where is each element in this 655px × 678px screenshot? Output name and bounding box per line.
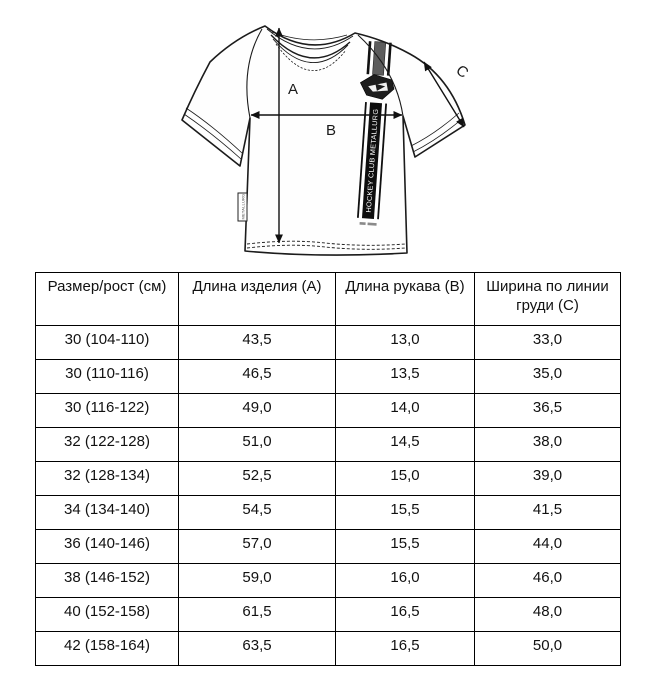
cell-size: 30 (110-116): [36, 360, 179, 394]
table-row: [36, 496, 621, 530]
table-row: [36, 462, 621, 496]
side-tag: [238, 193, 247, 221]
header-sleeve-length: Длина рукава (В): [336, 273, 475, 326]
cell-chest: 41,5: [475, 496, 621, 530]
measure-label-b: B: [326, 122, 337, 139]
stripe-text: HOCKEY CLUB METALLURG: [365, 114, 380, 213]
measure-label-a: A: [288, 81, 299, 98]
cell-length: 59,0: [179, 564, 336, 598]
cell-chest: 36,5: [475, 394, 621, 428]
tshirt-body: [182, 26, 465, 255]
cell-sleeve: 16,0: [336, 564, 475, 598]
cell-sleeve: 13,5: [336, 360, 475, 394]
cell-length: 57,0: [179, 530, 336, 564]
cell-length: 43,5: [179, 326, 336, 360]
side-tag-text: METALLURG: [240, 193, 246, 220]
cell-length: 51,0: [179, 428, 336, 462]
table-row: [36, 632, 621, 666]
cell-size: 40 (152-158): [36, 598, 179, 632]
tshirt-drawing: [150, 2, 502, 266]
cell-sleeve: 15,5: [336, 530, 475, 564]
cell-size: 34 (134-140): [36, 496, 179, 530]
cell-length: 61,5: [179, 598, 336, 632]
cell-size: 32 (122-128): [36, 428, 179, 462]
cell-length: 54,5: [179, 496, 336, 530]
cell-length: 46,5: [179, 360, 336, 394]
cell-size: 30 (104-110): [36, 326, 179, 360]
cell-sleeve: 15,0: [336, 462, 475, 496]
cell-size: 36 (140-146): [36, 530, 179, 564]
table-row: [36, 394, 621, 428]
cell-chest: 44,0: [475, 530, 621, 564]
cell-size: 42 (158-164): [36, 632, 179, 666]
cell-length: 52,5: [179, 462, 336, 496]
cell-chest: 38,0: [475, 428, 621, 462]
header-chest-width: Ширина по линии груди (С): [475, 273, 621, 326]
cell-sleeve: 16,5: [336, 598, 475, 632]
table-row: [36, 326, 621, 360]
cell-length: 63,5: [179, 632, 336, 666]
header-item-length: Длина изделия (А): [179, 273, 336, 326]
size-table-header-row: [36, 273, 621, 326]
header-size-height: Размер/рост (см): [36, 273, 179, 326]
table-row: [36, 360, 621, 394]
tshirt-measurement-diagram: [150, 2, 502, 266]
cell-size: 32 (128-134): [36, 462, 179, 496]
table-row: [36, 428, 621, 462]
measure-label-c: C: [452, 61, 472, 82]
cell-chest: 35,0: [475, 360, 621, 394]
table-row: [36, 564, 621, 598]
size-table: [35, 272, 621, 666]
cell-sleeve: 15,5: [336, 496, 475, 530]
cell-chest: 50,0: [475, 632, 621, 666]
table-row: [36, 530, 621, 564]
cell-chest: 33,0: [475, 326, 621, 360]
cell-chest: 39,0: [475, 462, 621, 496]
cell-chest: 46,0: [475, 564, 621, 598]
cell-sleeve: 13,0: [336, 326, 475, 360]
cell-size: 30 (116-122): [36, 394, 179, 428]
cell-sleeve: 14,5: [336, 428, 475, 462]
cell-size: 38 (146-152): [36, 564, 179, 598]
cell-sleeve: 16,5: [336, 632, 475, 666]
table-row: [36, 598, 621, 632]
cell-length: 49,0: [179, 394, 336, 428]
cell-chest: 48,0: [475, 598, 621, 632]
cell-sleeve: 14,0: [336, 394, 475, 428]
